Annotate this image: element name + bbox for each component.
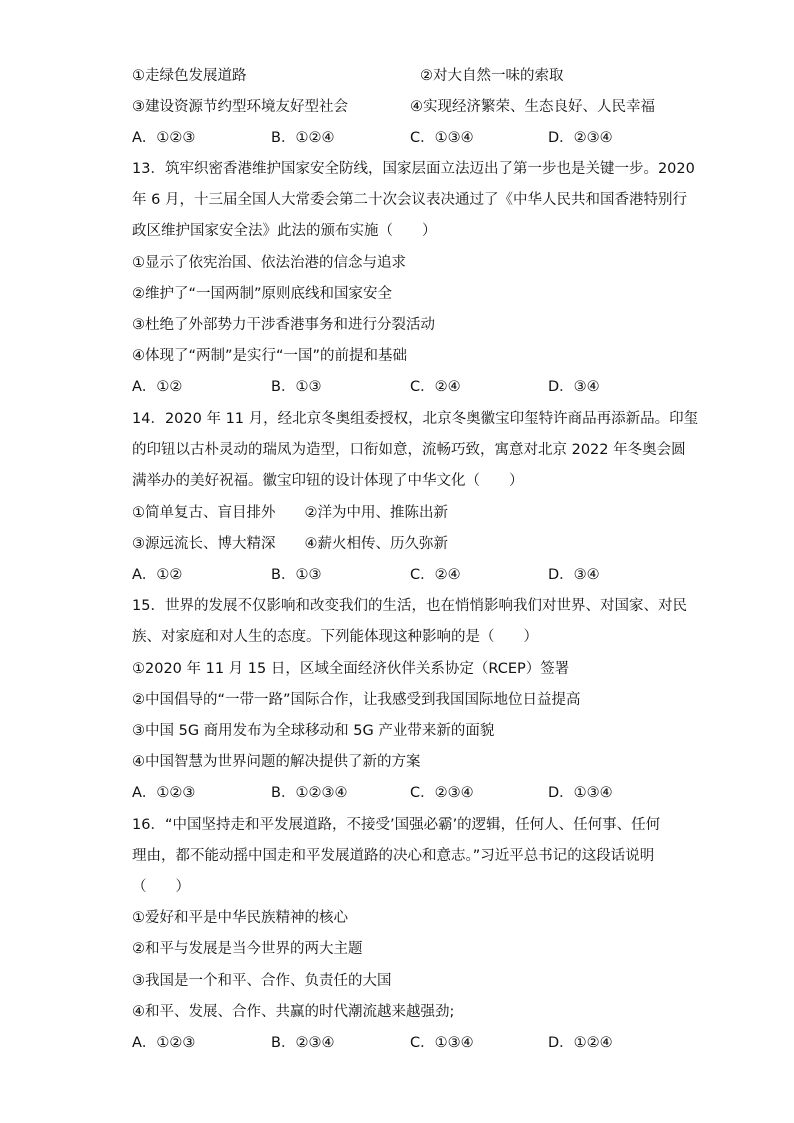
q16-option-2: ②和平与发展是当今世界的两大主题	[132, 941, 363, 957]
q13-option-1: ①显示了依宪治国、依法治港的信念与追求	[132, 255, 406, 271]
q13-stem-line-1: 13．筑牢织密香港维护国家安全防线，国家层面立法迈出了第一步也是关键一步。2020	[132, 161, 695, 177]
q16-option-3: ③我国是一个和平、合作、负责任的大国	[132, 973, 392, 989]
q16-choice-d: D．①②④	[548, 1035, 613, 1051]
q12-choice-a: A．①②③	[132, 130, 196, 146]
q14-choice-c: C．②④	[410, 567, 461, 583]
q12-option-2: ②对大自然一味的索取	[420, 68, 564, 84]
q14-stem-line-2: 的印钮以古朴灵动的瑞凤为造型，口衔如意，流畅巧致，寓意对北京 2022 年冬奥会圆	[132, 442, 686, 458]
q15-choice-c: C．②③④	[410, 785, 474, 801]
q16-choice-c: C．①③④	[410, 1035, 474, 1051]
q16-choice-b: B．②③④	[271, 1035, 335, 1051]
q13-option-4: ④体现了“两制”是实行“一国”的前提和基础	[132, 348, 408, 364]
q15-option-3: ③中国 5G 商用发布为全球移动和 5G 产业带来新的面貌	[132, 723, 495, 739]
q14-choice-a: A．①②	[132, 567, 183, 583]
q14-choice-d: D．③④	[548, 567, 600, 583]
q15-option-1: ①2020 年 11 月 15 日，区域全面经济伙伴关系协定（RCEP）签署	[132, 661, 570, 677]
q15-option-4: ④中国智慧为世界问题的解决提供了新的方案	[132, 754, 421, 770]
q13-choice-a: A．①②	[132, 379, 183, 395]
q13-choice-d: D．③④	[548, 379, 600, 395]
q15-choice-a: A．①②③	[132, 785, 196, 801]
q13-stem-line-3: 政区维护国家安全法》此法的颁布实施（ ）	[132, 223, 437, 239]
q16-stem-line-3: （ ）	[132, 879, 190, 895]
q14-options-1-2: ①简单复古、盲目排外 ②洋为中用、推陈出新	[132, 505, 448, 521]
q12-choice-d: D．②③④	[548, 130, 613, 146]
q12-option-1: ①走绿色发展道路	[132, 68, 247, 84]
q15-stem-line-2: 族、对家庭和对人生的态度。下列能体现这种影响的是（ ）	[132, 629, 538, 645]
q16-choice-a: A．①②③	[132, 1035, 196, 1051]
q13-choice-b: B．①③	[271, 379, 322, 395]
q15-stem-line-1: 15．世界的发展不仅影响和改变我们的生活，也在悄悄影响我们对世界、对国家、对民	[132, 598, 687, 614]
q15-choice-d: D．①③④	[548, 785, 613, 801]
q13-option-2: ②维护了“一国两制”原则底线和国家安全	[132, 286, 393, 302]
q14-choice-b: B．①③	[271, 567, 322, 583]
q15-option-2: ②中国倡导的“一带一路”国际合作，让我感受到我国国际地位日益提高	[132, 692, 581, 708]
q12-choice-b: B．①②④	[271, 130, 335, 146]
q14-stem-line-1: 14．2020 年 11 月，经北京冬奥组委授权，北京冬奥徽宝印玺特许商品再添新品。印玺	[132, 411, 699, 427]
q12-choice-c: C．①③④	[410, 130, 474, 146]
q12-option-3: ③建设资源节约型环境友好型社会	[132, 99, 348, 115]
q13-option-3: ③杜绝了外部势力干涉香港事务和进行分裂活动	[132, 317, 435, 333]
q15-choice-b: B．①②③④	[271, 785, 348, 801]
q16-stem-line-2: 理由，都不能动摇中国走和平发展道路的决心和意志。”习近平总书记的这段话说明	[132, 848, 655, 864]
q16-option-1: ①爱好和平是中华民族精神的核心	[132, 910, 348, 926]
q14-stem-line-3: 满举办的美好祝福。徽宝印钮的设计体现了中华文化（ ）	[132, 473, 524, 489]
q13-choice-c: C．②④	[410, 379, 461, 395]
q12-option-4: ④实现经济繁荣、生态良好、人民幸福	[410, 99, 655, 115]
q13-stem-line-2: 年 6 月，十三届全国人大常委会第二十次会议表决通过了《中华人民共和国香港特别行	[132, 192, 687, 208]
q14-options-3-4: ③源远流长、博大精深 ④薪火相传、历久弥新	[132, 536, 448, 552]
q16-stem-line-1: 16．“中国坚持走和平发展道路，不接受’国强必霸’的逻辑，任何人、任何事、任何	[132, 817, 661, 833]
q16-option-4: ④和平、发展、合作、共赢的时代潮流越来越强劲;	[132, 1004, 455, 1020]
